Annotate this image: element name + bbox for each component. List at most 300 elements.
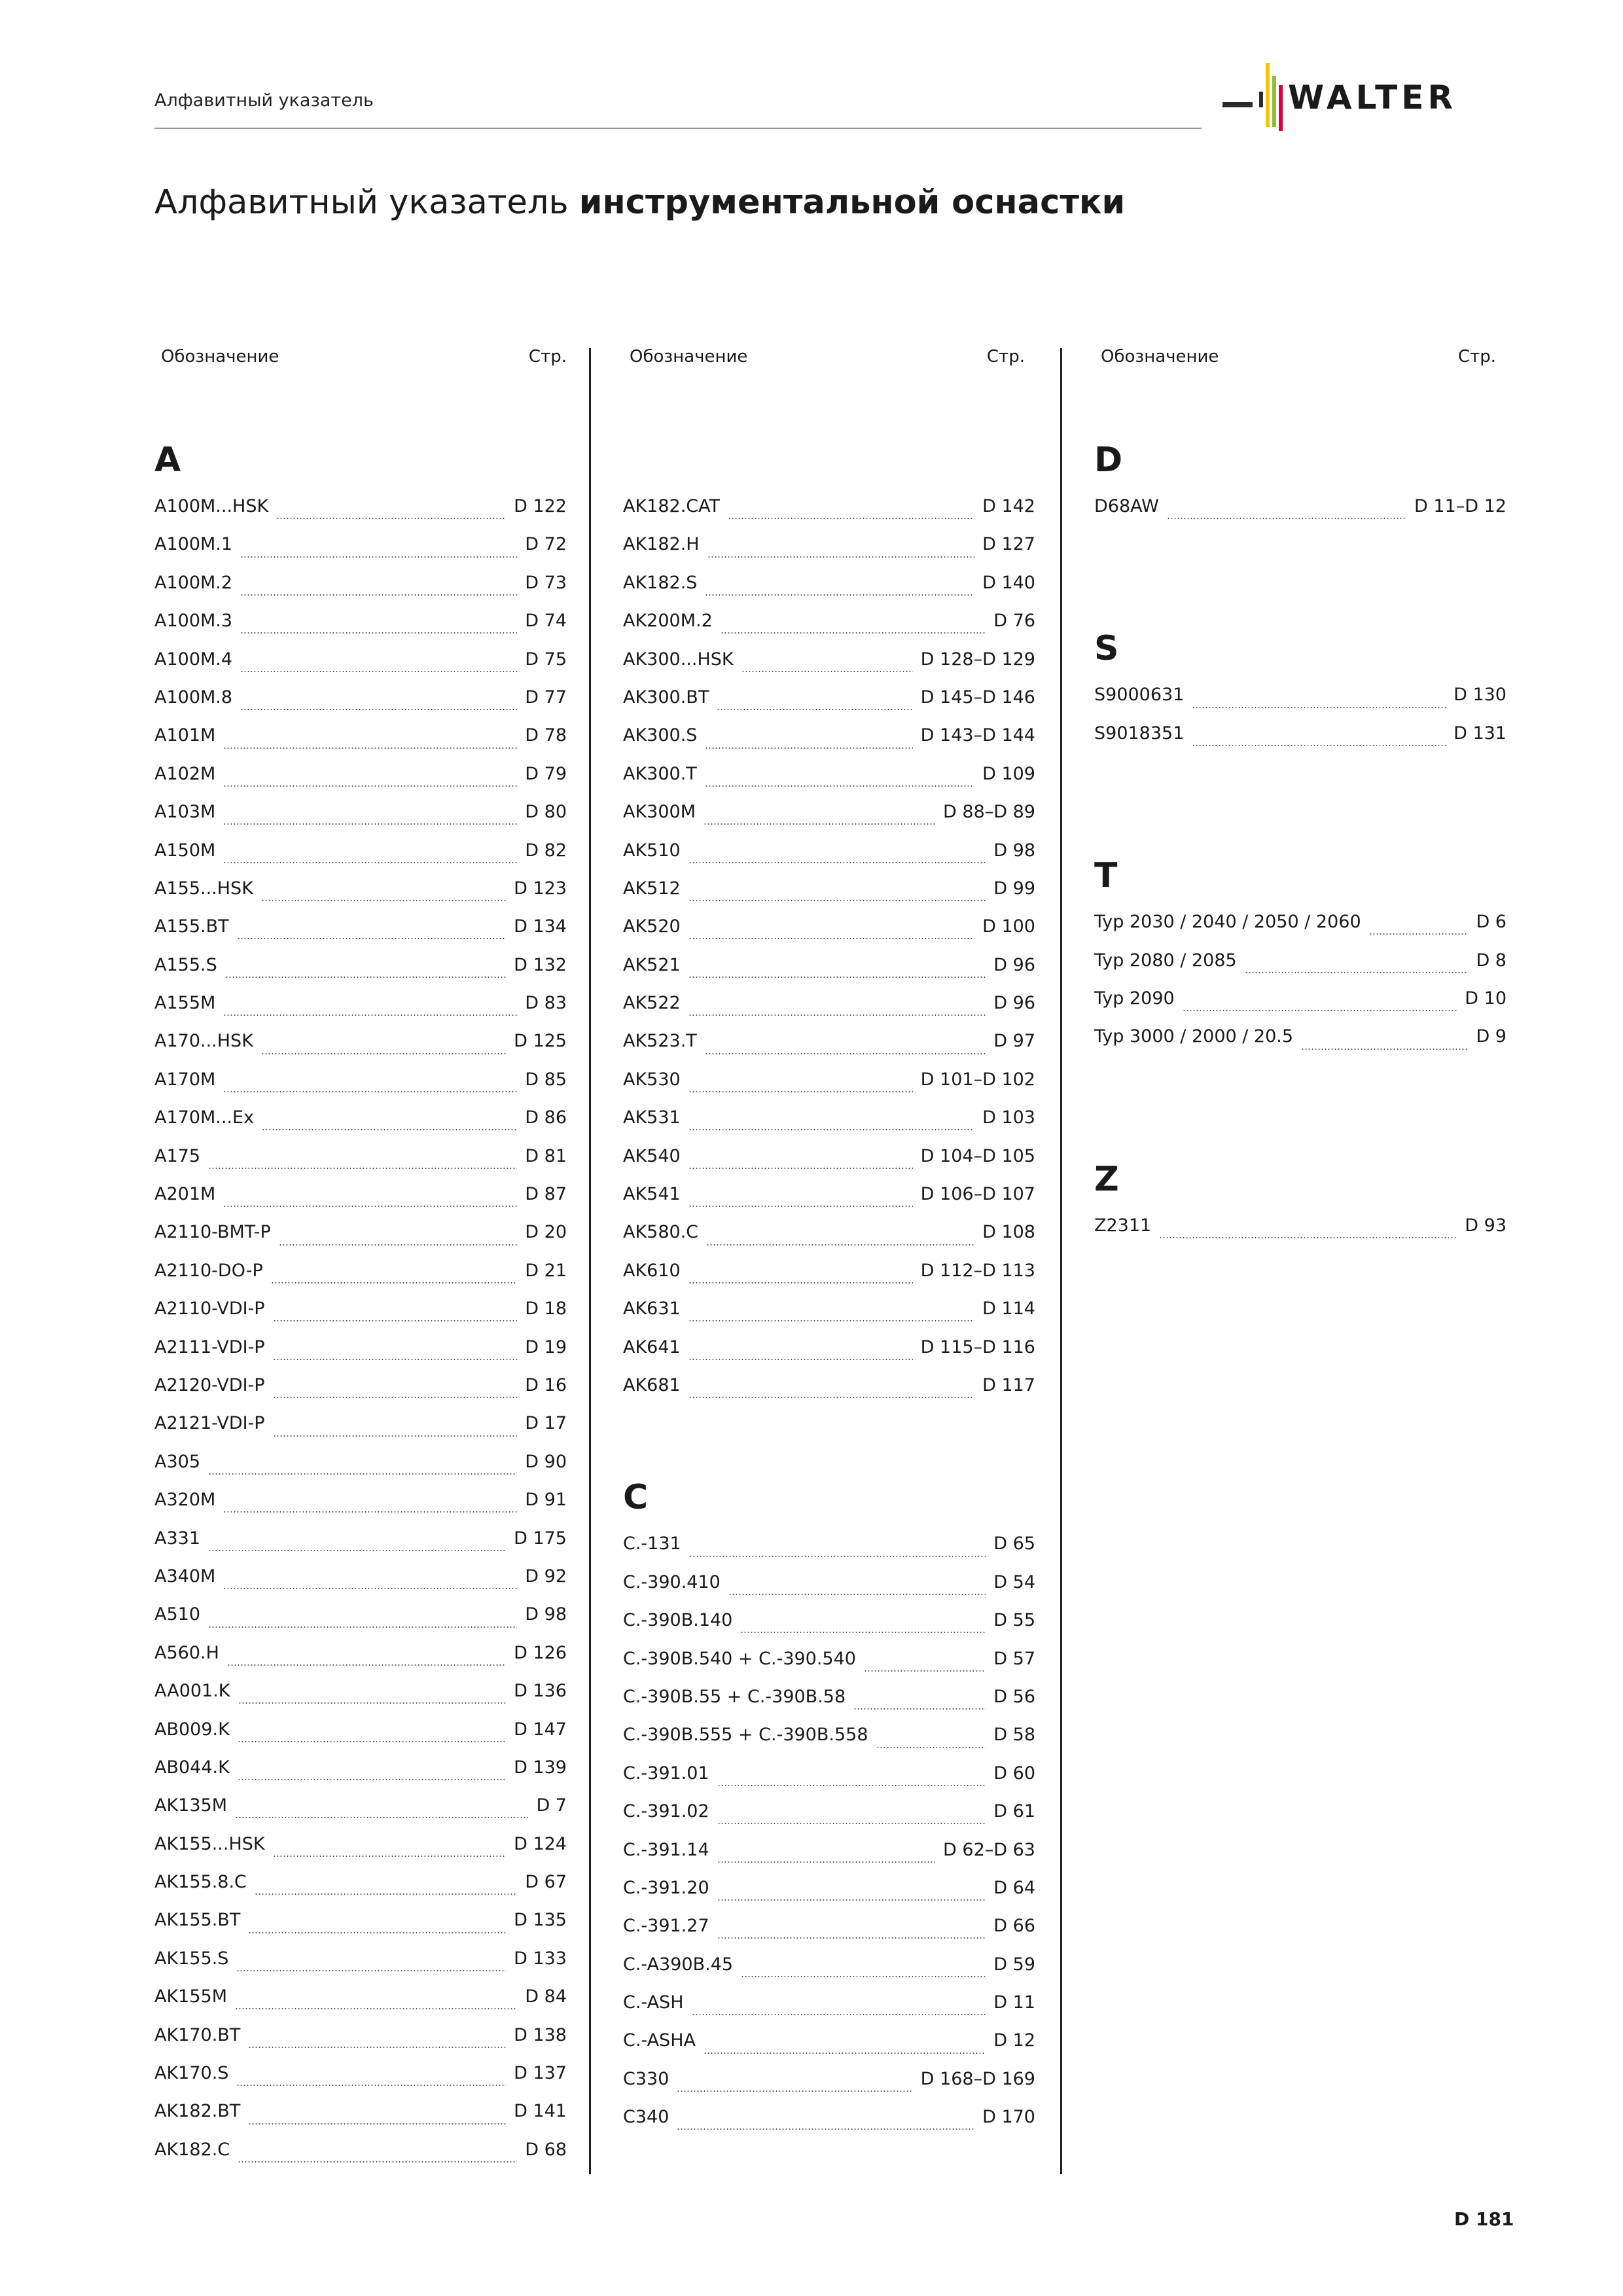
dot-leader	[688, 938, 974, 939]
dot-leader	[704, 2053, 986, 2054]
entry-page-ref: D 140	[982, 572, 1035, 593]
entry-page-ref: D 79	[525, 763, 567, 784]
entry-designation: AK523.T	[623, 1031, 697, 1052]
entry-page-ref: D 55	[993, 1610, 1035, 1631]
entry-designation: C.-391.27	[623, 1916, 709, 1937]
logo-wordmark: WALTER	[1288, 79, 1457, 117]
entry-designation: A331	[154, 1528, 201, 1549]
logo-dash	[1222, 102, 1253, 107]
entry-designation: AK300...HSK	[623, 649, 734, 670]
entry-designation: AK182.C	[154, 2139, 230, 2160]
index-entry	[623, 1299, 1035, 1336]
index-entry	[154, 1910, 567, 1948]
index-entry	[1094, 723, 1507, 761]
entry-list-a	[154, 496, 567, 2178]
index-entry	[1094, 912, 1507, 950]
column-header	[1094, 347, 1507, 373]
dot-leader	[276, 518, 506, 519]
entry-page-ref: D 127	[982, 534, 1035, 555]
dot-leader	[704, 823, 935, 825]
index-entry	[623, 764, 1035, 802]
entry-designation: AK580.C	[623, 1222, 699, 1243]
dot-leader	[248, 2047, 506, 2048]
index-entry	[154, 1604, 567, 1642]
entry-page-ref: D 96	[993, 993, 1035, 1014]
entry-designation: A101M	[154, 725, 216, 746]
dot-leader	[1183, 1010, 1457, 1011]
entry-page-ref: D 128–D 129	[920, 649, 1035, 670]
dot-leader	[235, 1817, 528, 1818]
entry-designation: Typ 3000 / 2000 / 20.5	[1094, 1026, 1294, 1047]
dot-leader	[717, 1785, 986, 1786]
entry-designation: AK530	[623, 1069, 681, 1090]
dot-leader	[273, 1359, 518, 1360]
header-divider	[154, 128, 1202, 129]
entry-designation: A170M	[154, 1069, 216, 1090]
index-entry	[154, 1452, 567, 1490]
dot-leader	[705, 747, 912, 749]
letter-heading-s: S	[1094, 629, 1119, 669]
entry-page-ref: D 99	[993, 878, 1035, 899]
dot-leader	[223, 1091, 517, 1092]
index-entry	[623, 1801, 1035, 1839]
index-entry	[1094, 950, 1507, 988]
entry-page-ref: D 81	[525, 1145, 567, 1166]
dot-leader	[705, 785, 974, 787]
entry-page-ref: D 175	[514, 1528, 567, 1549]
index-entry	[623, 649, 1035, 687]
index-entry	[623, 1572, 1035, 1610]
page-number: D 181	[1454, 2208, 1514, 2230]
entry-designation: A2110-DO-P	[154, 1260, 263, 1281]
index-entry	[154, 1337, 567, 1375]
entry-page-ref: D 57	[993, 1648, 1035, 1669]
entry-designation: AK681	[623, 1374, 681, 1395]
index-entry	[154, 2063, 567, 2101]
dot-leader	[236, 2085, 506, 2086]
dot-leader	[1167, 518, 1406, 519]
entry-designation: AK182.BT	[154, 2101, 241, 2122]
section-label: Алфавитный указатель	[154, 90, 374, 111]
entry-page-ref: D 6	[1476, 912, 1507, 933]
index-entry	[154, 1107, 567, 1145]
column-header	[623, 347, 1035, 373]
entry-page-ref: D 80	[525, 802, 567, 823]
index-entry	[154, 1566, 567, 1604]
entry-page-ref: D 96	[993, 954, 1035, 975]
logo-bar-dark	[1259, 92, 1263, 107]
index-entry	[154, 649, 567, 687]
dot-leader	[717, 709, 912, 710]
entry-page-ref: D 132	[514, 954, 567, 975]
page-header: Стр.	[528, 347, 567, 367]
entry-designation: S9018351	[1094, 723, 1185, 744]
dot-leader	[688, 1206, 913, 1207]
dot-leader	[688, 1168, 913, 1169]
entry-designation: AK300M	[623, 802, 696, 823]
dot-leader	[741, 1976, 986, 1977]
column-divider-2	[1060, 348, 1062, 2174]
index-entry	[154, 764, 567, 802]
index-entry	[154, 496, 567, 534]
index-entry	[623, 955, 1035, 993]
index-entry	[154, 916, 567, 954]
dot-leader	[238, 1702, 507, 1704]
entry-page-ref: D 134	[514, 916, 567, 937]
dot-leader	[728, 518, 974, 519]
entry-designation: Typ 2090	[1094, 988, 1175, 1009]
index-entry	[623, 1261, 1035, 1299]
letter-heading-a: A	[154, 440, 181, 480]
entry-page-ref: D 92	[525, 1566, 567, 1587]
index-entry	[623, 611, 1035, 649]
entry-designation: AK641	[623, 1336, 681, 1357]
entry-designation: A560.H	[154, 1642, 219, 1663]
index-entry	[623, 1146, 1035, 1184]
entry-designation: A155...HSK	[154, 878, 253, 899]
entry-designation: AK541	[623, 1184, 681, 1205]
dot-leader	[238, 2161, 517, 2162]
index-entry	[623, 1916, 1035, 1954]
entry-designation: Typ 2080 / 2085	[1094, 950, 1237, 971]
index-entry	[623, 1222, 1035, 1260]
entry-page-ref: D 131	[1454, 723, 1507, 744]
entry-page-ref: D 64	[993, 1877, 1035, 1898]
entry-designation: A305	[154, 1451, 201, 1472]
entry-designation: A100M.1	[154, 534, 233, 555]
entry-designation: A2120-VDI-P	[154, 1374, 265, 1395]
index-entry	[154, 1681, 567, 1719]
index-entry	[623, 2069, 1035, 2107]
entry-designation: D68AW	[1094, 496, 1159, 516]
index-entry	[154, 1299, 567, 1336]
dot-leader	[225, 977, 506, 978]
entry-page-ref: D 87	[525, 1184, 567, 1205]
dot-leader	[236, 1970, 506, 1971]
dot-leader	[240, 632, 517, 634]
dot-leader	[741, 671, 913, 672]
entry-page-ref: D 101–D 102	[920, 1069, 1035, 1090]
index-entry	[1094, 496, 1507, 534]
entry-page-ref: D 100	[982, 916, 1035, 937]
logo-bar-yellow	[1266, 63, 1270, 127]
entry-designation: C.-390B.140	[623, 1610, 733, 1631]
index-entry	[154, 2101, 567, 2139]
index-entry	[154, 2140, 567, 2178]
entry-page-ref: D 59	[993, 1954, 1035, 1975]
entry-page-ref: D 17	[525, 1413, 567, 1434]
letter-heading-c: C	[623, 1478, 649, 1518]
entry-designation: AB009.K	[154, 1719, 230, 1740]
entry-designation: C.-390.410	[623, 1571, 721, 1592]
dot-leader	[688, 862, 986, 863]
entry-designation: AK155.S	[154, 1948, 229, 1969]
entry-designation: A100M.4	[154, 649, 233, 670]
entry-designation: A2110-BMT-P	[154, 1222, 271, 1243]
entry-designation: C.-390B.55 + C.-390B.58	[623, 1686, 846, 1707]
dot-leader	[688, 900, 986, 901]
dot-leader	[255, 1893, 517, 1895]
index-entry	[623, 725, 1035, 763]
entry-designation: AK300.BT	[623, 687, 709, 708]
designation-header: Обозначение	[1101, 347, 1219, 367]
entry-page-ref: D 106–D 107	[920, 1184, 1035, 1205]
index-entry	[154, 1069, 567, 1107]
entry-designation: A2111-VDI-P	[154, 1336, 265, 1357]
entry-designation: C.-391.02	[623, 1801, 709, 1822]
entry-page-ref: D 54	[993, 1571, 1035, 1592]
entry-designation: AK170.BT	[154, 2024, 241, 2045]
dot-leader	[1369, 933, 1469, 935]
entry-designation: A100M.3	[154, 611, 233, 632]
index-entry	[154, 1222, 567, 1260]
entry-page-ref: D 90	[525, 1451, 567, 1472]
entry-designation: A100M.8	[154, 687, 233, 708]
index-entry	[623, 1610, 1035, 1648]
index-entry	[623, 1878, 1035, 1916]
dot-leader	[717, 1937, 986, 1939]
entry-page-ref: D 7	[536, 1795, 567, 1816]
dot-leader	[223, 1014, 517, 1016]
entry-designation: A155M	[154, 993, 216, 1014]
dot-leader	[240, 671, 517, 672]
entry-designation: Z2311	[1094, 1215, 1152, 1236]
dot-leader	[238, 1779, 506, 1780]
entry-designation: C.-391.14	[623, 1839, 709, 1860]
entry-designation: A201M	[154, 1184, 216, 1205]
column-header	[154, 347, 567, 373]
dot-leader	[688, 1282, 913, 1283]
dot-leader	[1192, 707, 1446, 708]
entry-list-t	[1094, 912, 1507, 1065]
dot-leader	[208, 1473, 517, 1475]
dot-leader	[688, 1320, 974, 1321]
index-entry	[623, 802, 1035, 840]
entry-page-ref: D 67	[525, 1872, 567, 1893]
entry-designation: A103M	[154, 802, 216, 823]
index-entry	[154, 840, 567, 878]
dot-leader	[705, 594, 974, 596]
index-entry	[154, 1643, 567, 1681]
dot-leader	[223, 1206, 517, 1207]
entry-page-ref: D 115–D 116	[920, 1336, 1035, 1357]
entry-designation: A100M...HSK	[154, 496, 269, 516]
entry-designation: C.-131	[623, 1534, 681, 1554]
entry-designation: AK522	[623, 993, 681, 1014]
index-entry	[623, 993, 1035, 1031]
entry-page-ref: D 60	[993, 1763, 1035, 1784]
entry-page-ref: D 77	[525, 687, 567, 708]
title-bold: инструментальной оснастки	[579, 183, 1126, 222]
dot-leader	[248, 2123, 506, 2125]
index-entry	[623, 1992, 1035, 2030]
letter-heading-z: Z	[1094, 1159, 1119, 1199]
index-column-2	[623, 347, 1035, 2145]
index-entry	[154, 1031, 567, 1069]
dot-leader	[261, 900, 506, 901]
dot-leader	[688, 1091, 913, 1092]
entry-designation: AK300.S	[623, 725, 698, 746]
page-header: Стр.	[1457, 347, 1496, 367]
index-entry	[1094, 988, 1507, 1026]
entry-page-ref: D 61	[993, 1801, 1035, 1822]
entry-designation: Typ 2030 / 2040 / 2050 / 2060	[1094, 912, 1361, 933]
entry-page-ref: D 98	[525, 1604, 567, 1625]
index-entry	[154, 1184, 567, 1222]
entry-designation: AK521	[623, 954, 681, 975]
entry-page-ref: D 83	[525, 993, 567, 1014]
index-entry	[623, 878, 1035, 916]
index-entry	[154, 573, 567, 611]
dot-leader	[728, 1594, 986, 1595]
entry-list-c	[623, 1534, 1035, 2145]
logo-bar-red	[1279, 85, 1283, 131]
dot-leader	[688, 1014, 986, 1016]
entry-page-ref: D 143–D 144	[920, 725, 1035, 746]
dot-leader	[238, 1741, 506, 1742]
entry-designation: AK610	[623, 1260, 681, 1281]
dot-leader	[223, 785, 517, 787]
entry-list-s	[1094, 685, 1507, 761]
dot-leader	[1192, 745, 1446, 746]
index-entry	[154, 1872, 567, 1910]
entry-page-ref: D 72	[525, 534, 567, 555]
entry-designation: AK200M.2	[623, 611, 713, 632]
index-entry	[623, 1649, 1035, 1687]
entry-page-ref: D 12	[993, 2030, 1035, 2051]
dot-leader	[240, 709, 517, 710]
letter-heading-d: D	[1094, 440, 1123, 480]
entry-page-ref: D 58	[993, 1725, 1035, 1746]
entry-list-a-continued	[623, 496, 1035, 1413]
entry-page-ref: D 93	[1465, 1215, 1507, 1236]
entry-designation: AK510	[623, 840, 681, 861]
entry-designation: AK155M	[154, 1986, 228, 2007]
entry-page-ref: D 124	[514, 1833, 567, 1854]
index-entry	[623, 2107, 1035, 2145]
dot-leader	[689, 1556, 986, 1557]
dot-leader	[273, 1320, 518, 1321]
entry-designation: AB044.K	[154, 1757, 230, 1778]
entry-page-ref: D 137	[514, 2063, 567, 2084]
entry-designation: AK182.H	[623, 534, 700, 555]
dot-leader	[677, 2090, 912, 2092]
entry-page-ref: D 62–D 63	[943, 1839, 1035, 1860]
entry-page-ref: D 141	[514, 2101, 567, 2122]
index-entry	[154, 1261, 567, 1299]
dot-leader	[208, 1626, 517, 1628]
entry-designation: A100M.2	[154, 572, 233, 593]
entry-page-ref: D 11–D 12	[1414, 496, 1507, 516]
entry-designation: AK520	[623, 916, 681, 937]
index-entry	[623, 687, 1035, 725]
page-header: Стр.	[986, 347, 1025, 367]
entry-page-ref: D 112–D 113	[920, 1260, 1035, 1281]
designation-header: Обозначение	[161, 347, 279, 367]
entry-designation: A155.BT	[154, 916, 229, 937]
index-entry	[154, 993, 567, 1031]
entry-designation: AK531	[623, 1107, 681, 1128]
entry-designation: A320M	[154, 1490, 216, 1511]
dot-leader	[240, 556, 517, 558]
dot-leader	[248, 1932, 506, 1933]
entry-page-ref: D 74	[525, 611, 567, 632]
entry-page-ref: D 145–D 146	[920, 687, 1035, 708]
index-entry	[1094, 685, 1507, 723]
entry-designation: A2121-VDI-P	[154, 1413, 265, 1434]
entry-page-ref: D 56	[993, 1686, 1035, 1707]
dot-leader	[705, 1053, 986, 1054]
entry-designation: C.-390B.555 + C.-390B.558	[623, 1725, 868, 1746]
page-title	[154, 183, 1125, 222]
entry-page-ref: D 114	[982, 1299, 1035, 1319]
entry-page-ref: D 11	[993, 1992, 1035, 2013]
index-entry	[154, 534, 567, 572]
dot-leader	[223, 1511, 517, 1513]
index-entry	[623, 1107, 1035, 1145]
letter-heading-t: T	[1094, 856, 1118, 896]
dot-leader	[227, 1664, 506, 1666]
entry-designation: A170...HSK	[154, 1031, 253, 1052]
entry-page-ref: D 139	[514, 1757, 567, 1778]
entry-page-ref: D 16	[525, 1374, 567, 1395]
dot-leader	[740, 1632, 986, 1633]
entry-page-ref: D 68	[525, 2139, 567, 2160]
title-regular: Алфавитный указатель	[154, 183, 569, 222]
index-entry	[154, 802, 567, 840]
entry-page-ref: D 142	[982, 496, 1035, 516]
entry-page-ref: D 126	[514, 1642, 567, 1663]
entry-designation: S9000631	[1094, 685, 1185, 706]
entry-designation: AK155.BT	[154, 1910, 241, 1931]
entry-designation: AK300.T	[623, 763, 697, 784]
entry-page-ref: D 88–D 89	[943, 802, 1035, 823]
dot-leader	[688, 977, 986, 978]
entry-page-ref: D 122	[514, 496, 567, 516]
entry-designation: A155.S	[154, 954, 217, 975]
entry-page-ref: D 10	[1465, 988, 1507, 1009]
entry-designation: C.-ASH	[623, 1992, 684, 2013]
walter-logo	[1222, 59, 1510, 132]
entry-page-ref: D 21	[525, 1260, 567, 1281]
entry-page-ref: D 168–D 169	[920, 2068, 1035, 2089]
index-entry	[154, 2025, 567, 2063]
index-entry	[623, 1337, 1035, 1375]
index-entry	[154, 955, 567, 993]
entry-page-ref: D 65	[993, 1534, 1035, 1554]
dot-leader	[240, 594, 517, 596]
dot-leader	[1301, 1049, 1468, 1050]
dot-leader	[271, 1282, 518, 1283]
index-entry	[623, 534, 1035, 572]
entry-page-ref: D 97	[993, 1031, 1035, 1052]
index-entry	[623, 1184, 1035, 1222]
entry-page-ref: D 86	[525, 1107, 567, 1128]
entry-designation: AK155.8.C	[154, 1872, 247, 1893]
dot-leader	[235, 2008, 517, 2009]
dot-leader	[223, 862, 517, 863]
index-entry	[154, 1986, 567, 2024]
index-entry	[154, 1146, 567, 1184]
entry-page-ref: D 133	[514, 1948, 567, 1969]
dot-leader	[721, 632, 986, 634]
entry-designation: A102M	[154, 763, 216, 784]
index-entry	[623, 1687, 1035, 1725]
index-entry	[154, 1757, 567, 1795]
entry-page-ref: D 123	[514, 878, 567, 899]
entry-page-ref: D 75	[525, 649, 567, 670]
entry-designation: A150M	[154, 840, 216, 861]
